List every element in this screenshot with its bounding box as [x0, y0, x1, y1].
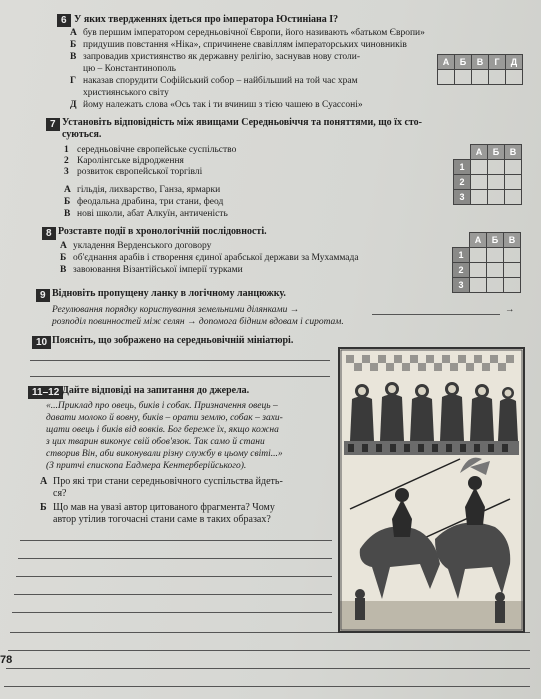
- medieval-miniature: [338, 347, 525, 633]
- answer-cell[interactable]: [505, 190, 522, 205]
- q6-option-e: Д йому належать слова «Ось так і ти вчиниш з тією чашею в Суассоні»: [70, 100, 363, 110]
- answer-cell[interactable]: [470, 263, 487, 278]
- q8-option-c: В завоювання Візантійської імперії турками: [60, 265, 243, 275]
- answer-cell[interactable]: [505, 160, 522, 175]
- answer-cell[interactable]: [438, 70, 455, 85]
- answer-cell[interactable]: [487, 278, 504, 293]
- answer-cell[interactable]: [471, 190, 488, 205]
- q7-answer-grid: [453, 144, 522, 205]
- q11-question-b-cont: автор утілив тогочасні стани саме в таких образах?: [53, 514, 271, 525]
- answer-cell[interactable]: [471, 175, 488, 190]
- answer-line[interactable]: [18, 558, 332, 559]
- q6-option-a: А був першим імператором середньовічної Європи, його називають «батьком Європи»: [70, 28, 425, 38]
- grid-header-cell: А: [470, 233, 487, 248]
- question-number-9: 9: [36, 289, 50, 302]
- answer-cell[interactable]: [504, 278, 521, 293]
- miniature-drawing: [340, 349, 523, 631]
- answer-line[interactable]: [30, 360, 330, 361]
- q6-option-b: Б придушив повстання «Ніка», спричинене свавіллям імператорських чиновників: [70, 40, 407, 50]
- question-number-7: 7: [46, 118, 60, 131]
- question-number-6: 6: [57, 14, 71, 27]
- answer-cell[interactable]: [470, 248, 487, 263]
- q9-answer-blank[interactable]: [372, 314, 500, 315]
- question-11-12-title: Дайте відповіді на запитання до джерела.: [62, 385, 250, 396]
- q7-item-3: 3 розвиток європейської торгівлі: [64, 167, 203, 177]
- grid-header-cell: Б: [488, 145, 505, 160]
- q7-option-b: Б феодальна драбина, три стани, феод: [64, 197, 224, 207]
- question-8-title: Розставте події в хронологічній послідовності.: [58, 226, 267, 237]
- grid-header-cell: А: [471, 145, 488, 160]
- q6-option-c-cont: цю – Константинополь: [83, 64, 177, 74]
- question-number-8: 8: [42, 227, 56, 240]
- q11-question-b: Б Що мав на увазі автор цитованого фрагмента? Чому: [40, 502, 275, 513]
- grid-row-label: 3: [453, 278, 470, 293]
- answer-cell[interactable]: [487, 248, 504, 263]
- grid-header-cell: Б: [487, 233, 504, 248]
- grid-header-cell: В: [505, 145, 522, 160]
- answer-line[interactable]: [30, 376, 330, 377]
- grid-header-cell: Г: [489, 55, 506, 70]
- grid-row-label: 2: [454, 175, 471, 190]
- answer-line[interactable]: [20, 540, 332, 541]
- source-line-5: створив Він, аби виконували різну службу в цьому світі...»: [46, 449, 283, 459]
- q7-option-c: В нові школи, абат Алкуїн, античеність: [64, 209, 228, 219]
- question-number-11-12: 11–12: [28, 386, 63, 399]
- answer-cell[interactable]: [488, 190, 505, 205]
- answer-cell[interactable]: [504, 248, 521, 263]
- source-line-3: щати овець і биків від вовків. Бог береже їх, якщо кожна: [46, 425, 279, 435]
- answer-line[interactable]: [8, 650, 530, 651]
- q9-chain-line2: розподіл повинностей між селян → допомога бідним вдовам і сиротам.: [52, 317, 344, 327]
- answer-cell[interactable]: [470, 278, 487, 293]
- grid-header-cell: Д: [506, 55, 523, 70]
- grid-header-cell: А: [438, 55, 455, 70]
- answer-line[interactable]: [4, 686, 530, 687]
- answer-cell[interactable]: [487, 263, 504, 278]
- answer-cell[interactable]: [488, 160, 505, 175]
- grid-header-cell: Б: [455, 55, 472, 70]
- source-line-2: давати молоко й вовну, биків – орати землю, собак – захи-: [46, 413, 283, 423]
- question-6-title: У яких твердженнях ідеться про імператора Юстиніана І?: [74, 14, 339, 25]
- source-line-4: з цих тварин виконує свій обов'язок. Так само й стани: [46, 437, 265, 447]
- answer-line[interactable]: [16, 576, 332, 577]
- grid-row-label: 3: [454, 190, 471, 205]
- answer-cell[interactable]: [471, 160, 488, 175]
- grid-header-cell: В: [472, 55, 489, 70]
- q11-question-a-cont: ся?: [53, 488, 67, 499]
- answer-cell[interactable]: [472, 70, 489, 85]
- answer-cell[interactable]: [488, 175, 505, 190]
- answer-cell[interactable]: [504, 263, 521, 278]
- grid-header-cell: В: [504, 233, 521, 248]
- question-9-title: Відновіть пропущену ланку в логічному ланцюжку.: [52, 288, 286, 299]
- answer-line[interactable]: [12, 612, 332, 613]
- answer-line[interactable]: [14, 594, 332, 595]
- q11-question-a: А Про які три стани середньовічного суспільства йдеть-: [40, 476, 283, 487]
- q9-arrow: →: [505, 305, 515, 315]
- q6-option-d: Г наказав спорудити Софійський собор – найбільший на той час храм: [70, 76, 358, 86]
- answer-cell[interactable]: [489, 70, 506, 85]
- question-7-title-line1: Установіть відповідність між явищами Середньовіччя та поняттями, що їх сто-: [62, 117, 423, 128]
- q7-option-a: А гільдія, лихварство, Ганза, ярмарки: [64, 185, 221, 195]
- q6-option-c: В запровадив християнство як державну релігію, заснував нову столи-: [70, 52, 360, 62]
- answer-cell[interactable]: [455, 70, 472, 85]
- answer-line[interactable]: [6, 668, 530, 669]
- page-number: 78: [0, 654, 13, 666]
- q7-item-2: 2 Каролінгське відродження: [64, 156, 184, 166]
- q6-option-d-cont: християнського світу: [83, 88, 169, 98]
- grid-row-label: 2: [453, 263, 470, 278]
- answer-cell[interactable]: [506, 70, 523, 85]
- source-line-1: «...Приклад про овець, биків і собак. Призначення овець –: [46, 401, 278, 411]
- question-7-title-line2: суються.: [62, 129, 102, 140]
- source-citation: (З притчі єпископа Еадмера Кентерберійського).: [46, 461, 247, 471]
- q9-chain-line1: Регулювання порядку користування земельними ділянками →: [52, 305, 300, 315]
- question-number-10: 10: [32, 336, 51, 349]
- q6-answer-grid: [437, 54, 523, 85]
- grid-row-label: 1: [454, 160, 471, 175]
- question-10-title: Поясніть, що зображено на середньовічній мініатюрі.: [52, 335, 294, 346]
- answer-cell[interactable]: [505, 175, 522, 190]
- grid-row-label: 1: [453, 248, 470, 263]
- q8-option-a: А укладення Верденського договору: [60, 241, 212, 251]
- q8-option-b: Б об'єднання арабів і створення єдиної арабської держави за Мухаммада: [60, 253, 359, 263]
- q8-answer-grid: [452, 232, 521, 293]
- q7-item-1: 1 середньовічне європейське суспільство: [64, 145, 237, 155]
